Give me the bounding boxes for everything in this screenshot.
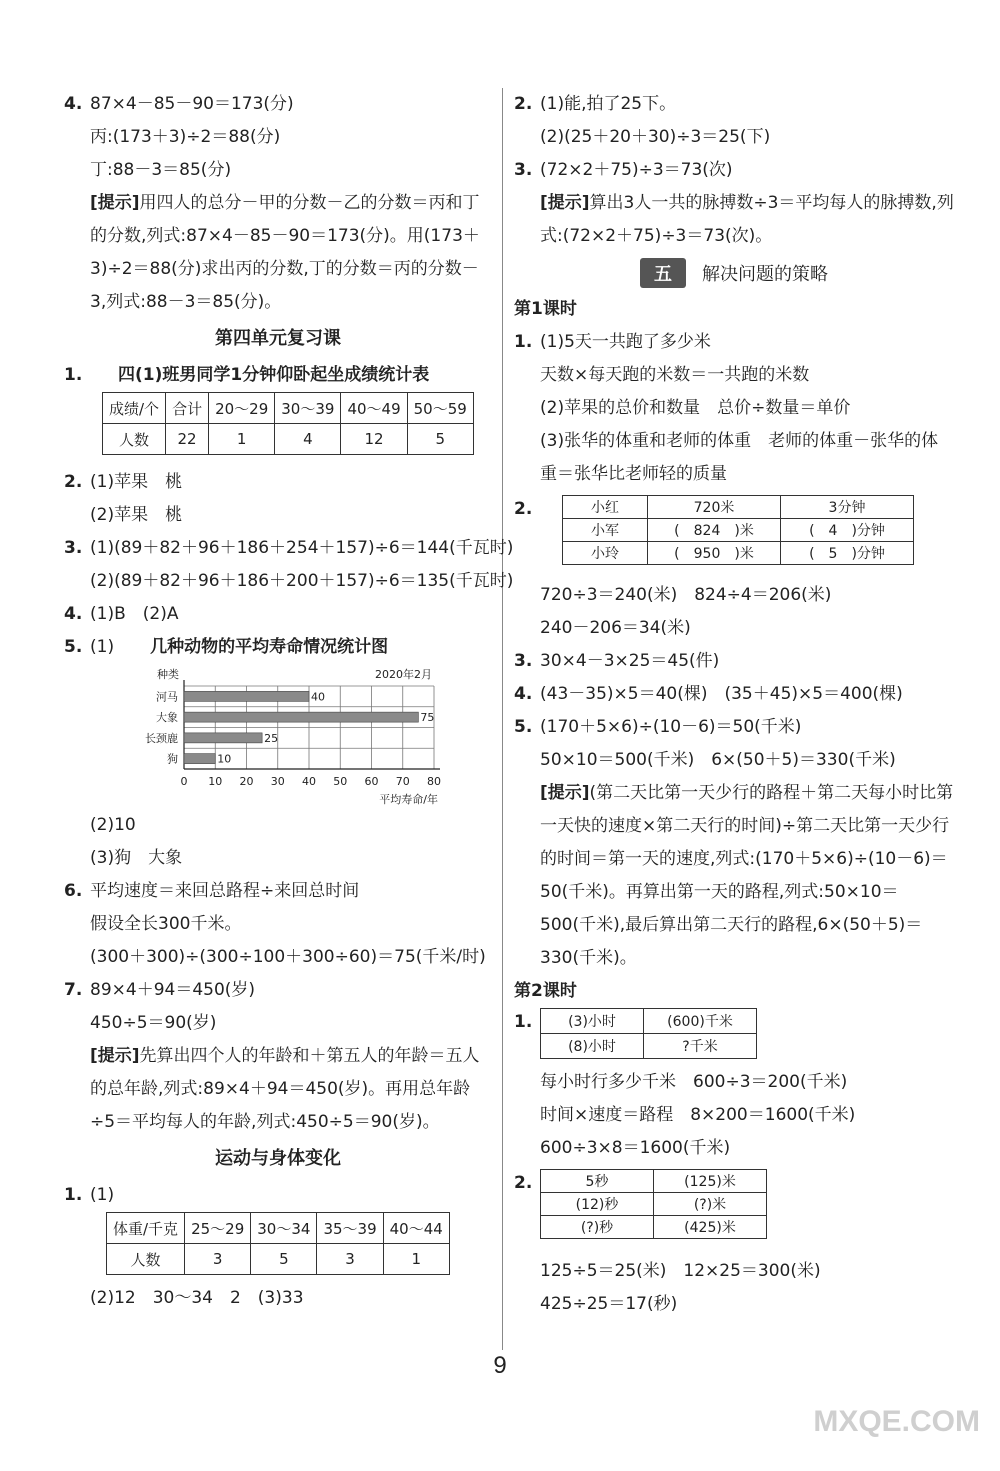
table-cell: 小军 xyxy=(563,519,648,542)
chart-tick-label: 60 xyxy=(364,775,379,788)
unit-badge: 五 xyxy=(640,258,686,288)
table-cell: 3 xyxy=(185,1244,251,1275)
answer-line: (1)B (2)A xyxy=(90,604,179,624)
question-number: 2. xyxy=(64,472,83,492)
question-number: 2. xyxy=(514,94,533,114)
table-cell: 4 xyxy=(275,424,341,455)
hint-text: (第二天比第一天少行的路程＋第二天每小时比第一天快的速度×第二天行的时间)÷第二天比第一天少行的时间＝第一天的速度,列式:(170＋5×6)÷(10－6)＝50(千米)。再算出第一天的路程,列式:50×10＝500(千米),最后算出第二天行的路程,6×(50＋5)＝330(千米)。 xyxy=(540,783,954,968)
chart-date: 2020年2月 xyxy=(375,668,432,681)
question-number: 2. xyxy=(514,1173,533,1193)
chart-x-axis-label: 平均寿命/年 xyxy=(379,793,438,806)
hint-paragraph xyxy=(514,777,954,975)
answer-line: 425÷25＝17(秒) xyxy=(540,1294,678,1314)
review-question-6 xyxy=(64,875,492,974)
question-3 xyxy=(514,154,954,253)
answer-line: (43－35)×5＝40(棵) (35＋45)×5＝400(棵) xyxy=(540,684,903,704)
table-header-cell: 30～34 xyxy=(251,1213,317,1244)
chart-bar xyxy=(184,754,215,764)
table-header-cell: 合计 xyxy=(166,393,209,424)
answer-line: 假设全长300千米。 xyxy=(90,914,242,934)
left-column xyxy=(64,88,514,1315)
answer-line: 600÷3×8＝1600(千米) xyxy=(540,1138,731,1158)
answer-line: (72×2＋75)÷3＝73(次) xyxy=(540,160,733,180)
table-cell: ( 950 )米 xyxy=(648,542,781,565)
lesson2-question-1 xyxy=(514,1008,954,1165)
chart-bar xyxy=(184,733,262,743)
chart-tick-label: 20 xyxy=(239,775,254,788)
lesson2-question-2 xyxy=(514,1165,954,1321)
lesson1-question-4 xyxy=(514,678,954,711)
chart-title: 几种动物的平均寿命情况统计图 xyxy=(150,637,389,657)
chart-tick-label: 70 xyxy=(395,775,410,788)
table-cell: ?千米 xyxy=(644,1034,757,1059)
page-number: 9 xyxy=(493,1352,507,1379)
time-distance-table xyxy=(540,1008,757,1059)
weight-table xyxy=(106,1212,450,1275)
table-cell: ( 4 )分钟 xyxy=(781,519,914,542)
question-number: 4. xyxy=(64,604,83,624)
question-number: 6. xyxy=(64,881,83,901)
table-cell: (600)千米 xyxy=(644,1009,757,1034)
hint-text: 算出3人一共的脉搏数÷3＝平均每人的脉搏数,列式:(72×2＋75)÷3＝73(次)。 xyxy=(540,193,954,246)
review-question-7 xyxy=(64,974,492,1139)
hint-label: [提示] xyxy=(540,783,590,803)
table-cell: ( 5 )分钟 xyxy=(781,542,914,565)
table-cell: 12 xyxy=(341,424,407,455)
hint-paragraph xyxy=(64,1040,492,1139)
review-question-1 xyxy=(64,359,492,466)
chart-y-axis-label: 种类 xyxy=(157,668,179,681)
table-cell: 1 xyxy=(209,424,275,455)
hint-paragraph xyxy=(514,187,954,253)
lesson1-question-5 xyxy=(514,711,954,975)
chart-tick-label: 10 xyxy=(208,775,223,788)
hint-label: [提示] xyxy=(90,193,140,213)
table-cell: 3 xyxy=(317,1244,383,1275)
chart-tick-label: 30 xyxy=(270,775,285,788)
question-number: 3. xyxy=(64,538,83,558)
lesson-title: 第1课时 xyxy=(514,299,577,319)
review-question-2 xyxy=(64,466,492,532)
answer-line: 450÷5＝90(岁) xyxy=(90,1013,217,1033)
chart-category-label: 长颈鹿 xyxy=(145,731,178,745)
table-cell: (8)小时 xyxy=(541,1034,644,1059)
hint-text: 用四人的总分－甲的分数－乙的分数＝丙和丁的分数,列式:87×4－85－90＝173(分)。用(173＋3)÷2＝88(分)求出丙的分数,丁的分数＝丙的分数－3,列式:88－3＝85(分)。 xyxy=(90,193,480,312)
question-number: 5. xyxy=(514,717,533,737)
answer-line: (2)苹果的总价和数量 总价÷数量＝单价 xyxy=(540,398,851,418)
table-header-cell: 30～39 xyxy=(275,393,341,424)
answer-line: 平均速度＝来回总路程÷来回总时间 xyxy=(90,881,360,901)
table-cell: 720米 xyxy=(648,496,781,519)
hint-text: 先算出四个人的年龄和＋第五人的年龄＝五人的总年龄,列式:89×4＋94＝450(岁)。再用总年龄÷5＝平均每人的年龄,列式:450÷5＝90(岁)。 xyxy=(90,1046,480,1132)
lesson1-question-1 xyxy=(514,326,954,491)
question-number: 2. xyxy=(514,499,533,519)
table-cell: 22 xyxy=(166,424,209,455)
score-table xyxy=(102,392,474,455)
answer-line: 30×4－3×25＝45(件) xyxy=(540,651,720,671)
table-header-cell: 40～44 xyxy=(383,1213,449,1244)
answer-line: 50×10＝500(千米) 6×(50＋5)＝330(千米) xyxy=(540,750,896,770)
chart-data-label: 25 xyxy=(264,731,279,745)
table-cell: ( 824 )米 xyxy=(648,519,781,542)
question-2 xyxy=(514,88,954,154)
right-column xyxy=(514,88,954,1321)
table-header-cell: 35～39 xyxy=(317,1213,383,1244)
table-cell: 人数 xyxy=(107,1244,185,1275)
chart-data-label: 10 xyxy=(217,752,232,766)
hint-label: [提示] xyxy=(540,193,590,213)
table-cell: 1 xyxy=(383,1244,449,1275)
table-cell: 5 xyxy=(251,1244,317,1275)
answer-line: (3)狗 大象 xyxy=(90,848,183,868)
question-number: 1. xyxy=(64,365,83,385)
bar-chart xyxy=(74,664,494,809)
table-header-cell: 体重/千克 xyxy=(107,1213,185,1244)
lesson1-question-3 xyxy=(514,645,954,678)
question-number: 4. xyxy=(514,684,533,704)
table-cell: (?)秒 xyxy=(541,1216,654,1239)
answer-line: (2)苹果 桃 xyxy=(90,505,183,525)
chart-bar xyxy=(184,691,309,701)
question-4 xyxy=(64,88,492,319)
answer-line: (2)10 xyxy=(90,815,136,835)
answer-line: 89×4＋94＝450(岁) xyxy=(90,980,256,1000)
answer-line: 87×4－85－90＝173(分) xyxy=(90,94,294,114)
answer-line: 丙:(173＋3)÷2＝88(分) xyxy=(90,127,281,147)
hint-paragraph xyxy=(64,187,492,319)
answer-line: (2)(25＋20＋30)÷3＝25(下) xyxy=(540,127,771,147)
seconds-meters-table xyxy=(540,1169,767,1239)
table-cell: 小玲 xyxy=(563,542,648,565)
question-number: 4. xyxy=(64,94,83,114)
answer-line: 天数×每天跑的米数＝一共跑的米数 xyxy=(540,365,810,385)
table-cell: (425)米 xyxy=(654,1216,767,1239)
distance-table xyxy=(562,495,914,565)
unit-banner xyxy=(514,253,954,293)
section-title: 第四单元复习课 xyxy=(215,328,341,349)
chart-tick-label: 50 xyxy=(333,775,348,788)
chart-tick-label: 0 xyxy=(180,775,188,788)
table-cell: 小红 xyxy=(563,496,648,519)
lesson1-question-2 xyxy=(514,491,954,645)
sport-question-1 xyxy=(64,1179,492,1315)
watermark-logo: MXQE.COM xyxy=(813,1405,980,1438)
chart-data-label: 75 xyxy=(420,711,435,725)
answer-line: 每小时行多少千米 600÷3＝200(千米) xyxy=(540,1072,848,1092)
table-cell: 3分钟 xyxy=(781,496,914,519)
answer-line: (1)(89＋82＋96＋186＋254＋157)÷6＝144(千瓦时) xyxy=(90,538,514,558)
answer-line: (1)苹果 桃 xyxy=(90,472,183,492)
lesson-title: 第2课时 xyxy=(514,981,577,1001)
table-cell: (?)米 xyxy=(654,1193,767,1216)
answer-line: (2)12 30～34 2 (3)33 xyxy=(90,1288,304,1308)
question-number: 3. xyxy=(514,651,533,671)
table-cell: (12)秒 xyxy=(541,1193,654,1216)
chart-tick-label: 80 xyxy=(427,775,441,788)
part-label: (1) xyxy=(90,1185,115,1205)
question-number: 1. xyxy=(64,1185,83,1205)
hint-label: [提示] xyxy=(90,1046,140,1066)
table-title: 四(1)班男同学1分钟仰卧起坐成绩统计表 xyxy=(118,365,430,385)
answer-line: (170＋5×6)÷(10－6)＝50(千米) xyxy=(540,717,802,737)
chart-category-label: 狗 xyxy=(167,752,178,766)
table-header-cell: 25～29 xyxy=(185,1213,251,1244)
question-number: 1. xyxy=(514,332,533,352)
column-divider xyxy=(502,88,503,1350)
chart-bar xyxy=(184,712,418,722)
table-cell: 5秒 xyxy=(541,1170,654,1193)
answer-line: 240－206＝34(米) xyxy=(540,618,691,638)
answer-line: (300＋300)÷(300÷100＋300÷60)＝75(千米/时) xyxy=(90,947,486,967)
review-question-4 xyxy=(64,598,492,631)
table-cell: 5 xyxy=(407,424,473,455)
table-cell: (125)米 xyxy=(654,1170,767,1193)
question-number: 3. xyxy=(514,160,533,180)
table-header-cell: 50～59 xyxy=(407,393,473,424)
question-number: 7. xyxy=(64,980,83,1000)
chart-category-label: 大象 xyxy=(156,711,178,725)
answer-line: 时间×速度＝路程 8×200＝1600(千米) xyxy=(540,1105,856,1125)
answer-line: (2)(89＋82＋96＋186＋200＋157)÷6＝135(千瓦时) xyxy=(90,571,514,591)
chart-category-label: 河马 xyxy=(156,690,178,704)
chart-tick-label: 40 xyxy=(302,775,316,788)
review-question-3 xyxy=(64,532,514,598)
question-number: 1. xyxy=(514,1012,533,1032)
answer-line: 720÷3＝240(米) 824÷4＝206(米) xyxy=(540,585,832,605)
part-label: (1) xyxy=(90,637,115,657)
answer-line: (3)张华的体重和老师的体重 老师的体重－张华的体重＝张华比老师轻的质量 xyxy=(540,431,939,484)
answer-line: 丁:88－3＝85(分) xyxy=(90,160,232,180)
answer-line: 125÷5＝25(米) 12×25＝300(米) xyxy=(540,1261,821,1281)
unit-title: 解决问题的策略 xyxy=(702,264,828,285)
question-number: 5. xyxy=(64,637,83,657)
table-header-cell: 40～49 xyxy=(341,393,407,424)
section-title: 运动与身体变化 xyxy=(215,1148,341,1169)
table-header-cell: 20～29 xyxy=(209,393,275,424)
answer-line: (1)5天一共跑了多少米 xyxy=(540,332,711,352)
table-cell: 人数 xyxy=(103,424,166,455)
review-question-5 xyxy=(64,631,492,875)
table-cell: (3)小时 xyxy=(541,1009,644,1034)
answer-line: (1)能,拍了25下。 xyxy=(540,94,677,114)
table-header-cell: 成绩/个 xyxy=(103,393,166,424)
chart-data-label: 40 xyxy=(311,690,325,704)
